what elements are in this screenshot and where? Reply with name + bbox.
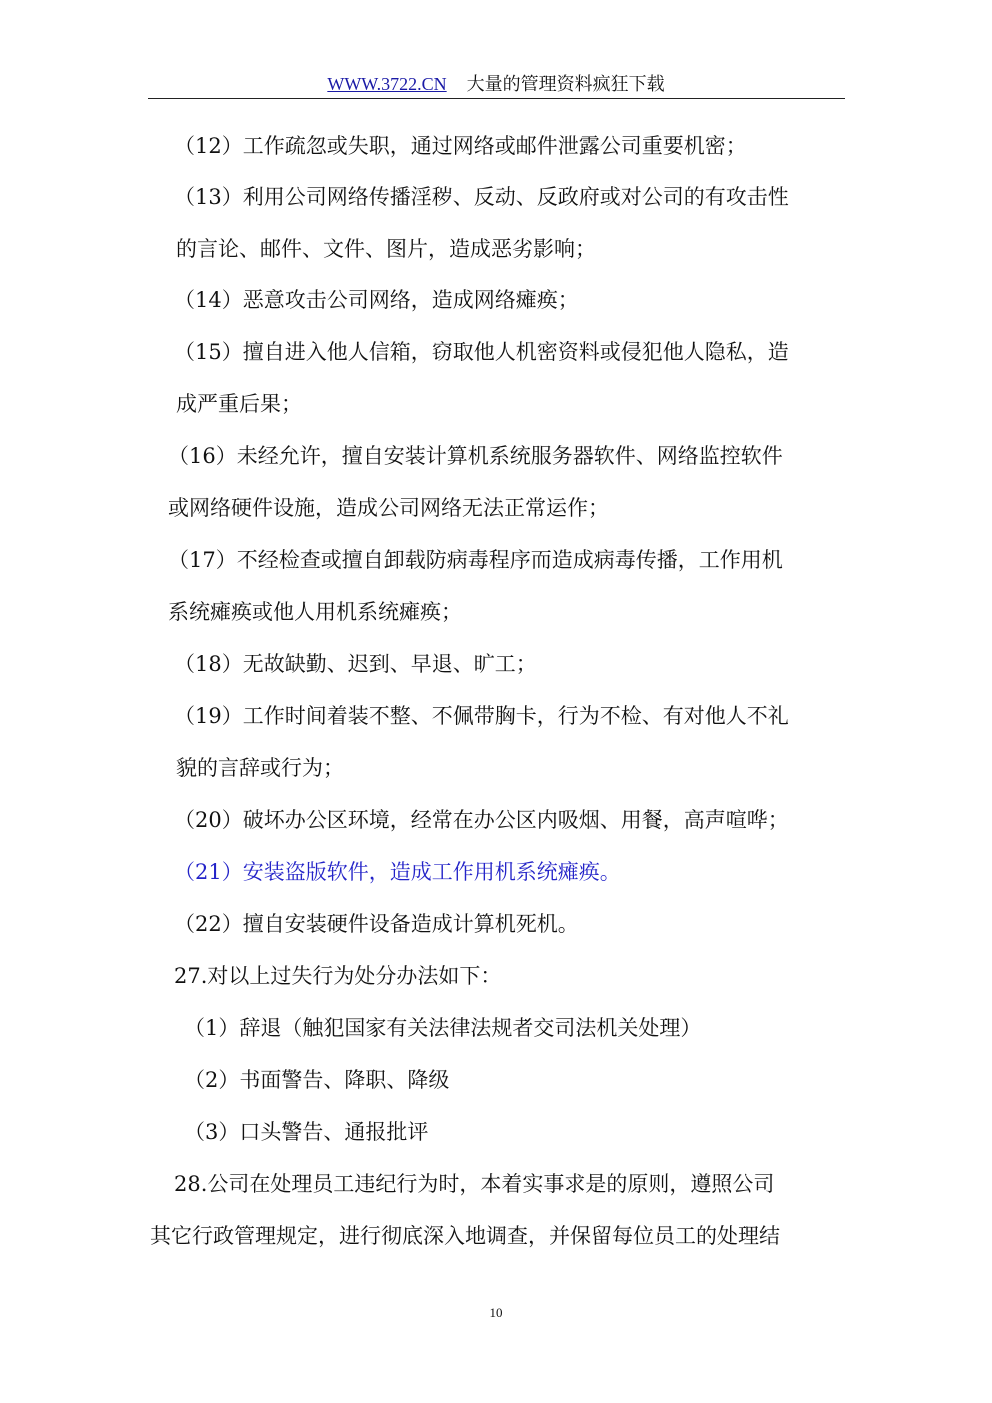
- page-header: [0, 72, 992, 97]
- page-number: 10: [489, 1305, 503, 1320]
- header-link[interactable]: WWW.3722.CN: [327, 74, 447, 94]
- text-line-item-19-cont: 貌的言辞或行为；: [176, 756, 344, 780]
- text-line-item-16: （16）未经允许，擅自安装计算机系统服务器软件、网络监控软件: [168, 444, 783, 468]
- text-line-item-13-cont: 的言论、邮件、文件、图片，造成恶劣影响；: [176, 237, 596, 261]
- header-rule: [148, 98, 845, 99]
- text-line-item-20: （20）破坏办公区环境，经常在办公区内吸烟、用餐，高声喧哗；: [174, 808, 789, 832]
- text-line-penalty-1: （1）辞退（触犯国家有关法律法规者交司法机关处理）: [184, 1016, 702, 1040]
- text-line-section-28: 28.公司在处理员工违纪行为时，本着实事求是的原则，遵照公司: [174, 1172, 775, 1196]
- text-line-item-18: （18）无故缺勤、迟到、早退、旷工；: [174, 652, 537, 676]
- text-line-item-15: （15）擅自进入他人信箱，窃取他人机密资料或侵犯他人隐私，造: [174, 340, 789, 364]
- text-line-section-28-cont: 其它行政管理规定，进行彻底深入地调查，并保留每位员工的处理结: [150, 1224, 780, 1248]
- text-line-item-17: （17）不经检查或擅自卸载防病毒程序而造成病毒传播，工作用机: [168, 548, 783, 572]
- text-line-item-19: （19）工作时间着装不整、不佩带胸卡，行为不检、有对他人不礼: [174, 704, 789, 728]
- text-line-item-16-cont: 或网络硬件设施，造成公司网络无法正常运作；: [168, 496, 609, 520]
- text-line-item-14: （14）恶意攻击公司网络，造成网络瘫痪；: [174, 288, 579, 312]
- text-line-item-22: （22）擅自安装硬件设备造成计算机死机。: [174, 912, 579, 936]
- header-tagline: 大量的管理资料疯狂下载: [466, 74, 665, 95]
- text-line-penalty-2: （2）书面警告、降职、降级: [184, 1068, 450, 1092]
- text-line-item-15-cont: 成严重后果；: [176, 392, 302, 416]
- text-line-item-13: （13）利用公司网络传播淫秽、反动、反政府或对公司的有攻击性: [174, 185, 789, 209]
- text-line-item-12: （12）工作疏忽或失职，通过网络或邮件泄露公司重要机密；: [174, 134, 747, 158]
- text-line-item-21: （21）安装盗版软件，造成工作用机系统瘫痪。: [174, 860, 621, 884]
- text-line-penalty-3: （3）口头警告、通报批评: [184, 1120, 429, 1144]
- text-line-section-27: 27.对以上过失行为处分办法如下：: [174, 964, 502, 988]
- text-line-item-17-cont: 系统瘫痪或他人用机系统瘫痪；: [168, 600, 462, 624]
